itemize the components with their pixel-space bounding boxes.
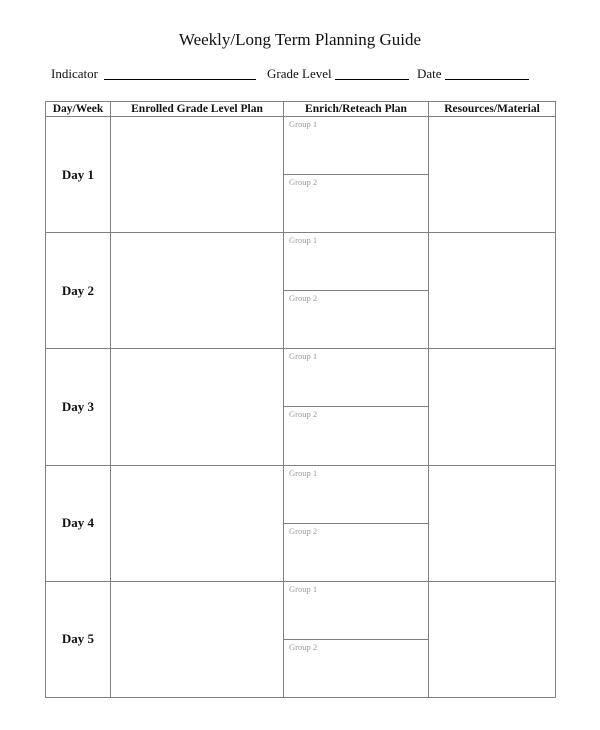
- group-label: Group 1: [289, 119, 318, 129]
- enrolled-plan-cell[interactable]: [111, 581, 284, 697]
- group-box[interactable]: [284, 349, 428, 406]
- day-label: Day 3: [46, 349, 111, 465]
- planning-table: [45, 101, 556, 698]
- enrich-plan-cell: [284, 233, 429, 349]
- group-label: Group 1: [289, 351, 318, 362]
- col-header-day-week: Day/Week: [46, 102, 111, 117]
- day-label: Day 1: [46, 117, 111, 233]
- group-box[interactable]: [284, 117, 428, 174]
- enrich-plan-cell: [284, 117, 429, 233]
- group-box[interactable]: [284, 406, 428, 464]
- group-box[interactable]: [284, 466, 428, 523]
- group-box[interactable]: [284, 639, 428, 697]
- indicator-label: Indicator: [51, 66, 98, 81]
- group-label: Group 2: [289, 409, 318, 420]
- group-label: Group 1: [289, 235, 318, 246]
- resources-cell[interactable]: [429, 581, 556, 697]
- group-box[interactable]: [284, 290, 428, 348]
- enrolled-plan-cell[interactable]: [111, 349, 284, 465]
- enrolled-plan-cell[interactable]: [111, 465, 284, 581]
- table-row: [46, 117, 556, 233]
- enrolled-plan-cell[interactable]: [111, 233, 284, 349]
- grade-level-label: Grade Level: [267, 66, 332, 81]
- table-row: [46, 349, 556, 465]
- group-label: Group 1: [289, 467, 318, 478]
- group-label: Group 2: [289, 525, 318, 536]
- enrich-plan-cell: [284, 465, 429, 581]
- group-box[interactable]: [284, 523, 428, 581]
- group-label: Group 1: [289, 583, 318, 594]
- page-title: Weekly/Long Term Planning Guide: [178, 30, 422, 49]
- grade-level-field[interactable]: [335, 79, 409, 80]
- group-label: Group 2: [289, 641, 318, 652]
- table-header-row: [46, 102, 556, 117]
- enrolled-plan-cell[interactable]: [111, 117, 284, 233]
- day-label: Day 4: [46, 465, 111, 581]
- resources-cell[interactable]: [429, 465, 556, 581]
- group-box[interactable]: [284, 174, 428, 232]
- col-header-resources: Resources/Material: [429, 102, 556, 117]
- group-box[interactable]: [284, 233, 428, 290]
- resources-cell[interactable]: [429, 233, 556, 349]
- day-label: Day 5: [46, 581, 111, 697]
- col-header-enrich-plan: Enrich/Reteach Plan: [284, 102, 429, 117]
- enrich-plan-cell: [284, 581, 429, 697]
- date-label: Date: [417, 66, 442, 81]
- resources-cell[interactable]: [429, 117, 556, 233]
- day-label: Day 2: [46, 233, 111, 349]
- resources-cell[interactable]: [429, 349, 556, 465]
- enrich-plan-cell: [284, 349, 429, 465]
- table-row: [46, 581, 556, 697]
- date-field[interactable]: [445, 79, 529, 80]
- table-row: [46, 233, 556, 349]
- col-header-enrolled-plan: Enrolled Grade Level Plan: [111, 102, 284, 117]
- table-row: [46, 465, 556, 581]
- group-label: Group 2: [289, 177, 318, 187]
- group-label: Group 2: [289, 293, 318, 304]
- group-box[interactable]: [284, 582, 428, 639]
- indicator-field[interactable]: [104, 79, 256, 80]
